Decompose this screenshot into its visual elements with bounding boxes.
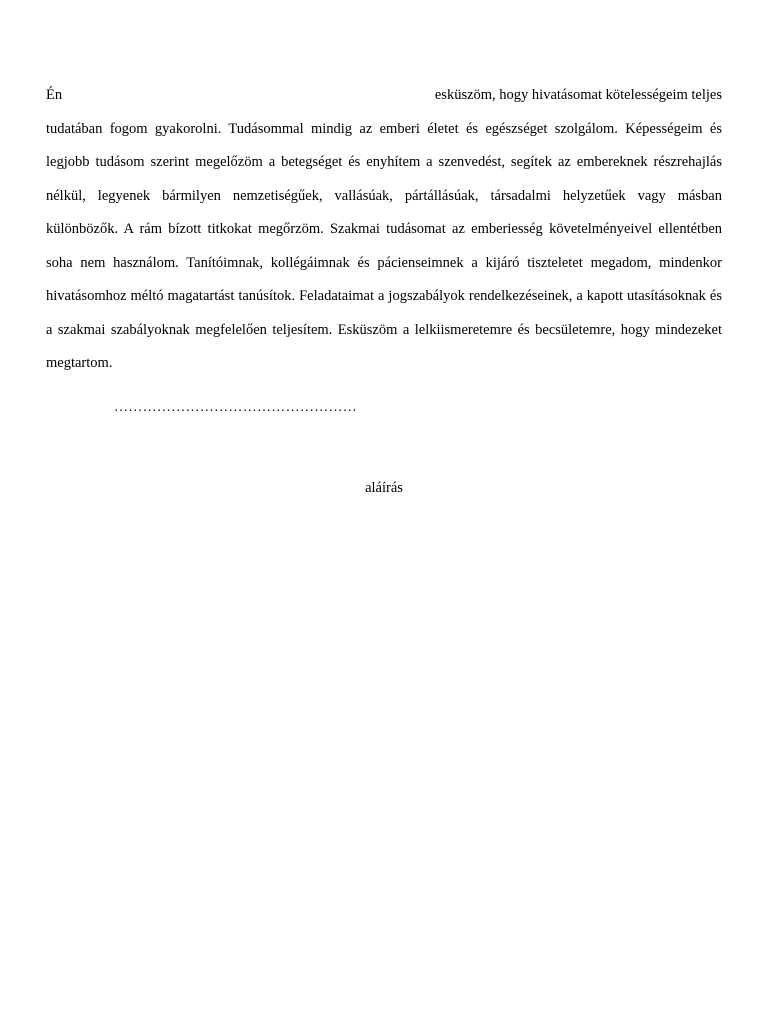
signature-line: ……………………………………………	[114, 400, 358, 415]
oath-start-word: Én	[46, 87, 63, 103]
oath-first-line	[46, 79, 722, 113]
oath-body: tudatában fogom gyakorolni. Tudásommal mindig az emberi életet és egészséget szolgálom. Képességeim és legjobb tudásom szerint megelőzöm a betegséget és enyhítem a szenvedést, segítek az embereknek részrehajlás nélkül, legyenek bármilyen nemzetiségűek, vallásúak, pártállásúak, társadalmi helyzetűek vagy másban különbözők. A rám bízott titkokat megőrzöm. Szakmai tudásomat az emberiesség követelményeivel ellentétben soha nem használom. Tanítóimnak, kollégáimnak és pácienseimnek a kijáró tiszteletet megadom, mindenkor hivatásomhoz méltó magatartást tanúsítok. Feladataimat a jogszabályok rendelkezéseinek, a kapott utasításoknak és a szakmai szabályoknak megfelelően teljesítem. Esküszöm a lelkiismeretemre és becsületemre, hogy mindezeket megtartom.	[46, 120, 722, 371]
oath-first-line-rest: esküszöm, hogy hivatásomat kötelességeim teljes	[434, 87, 722, 103]
signature-label: aláírás	[365, 480, 403, 496]
oath-text	[46, 79, 722, 381]
